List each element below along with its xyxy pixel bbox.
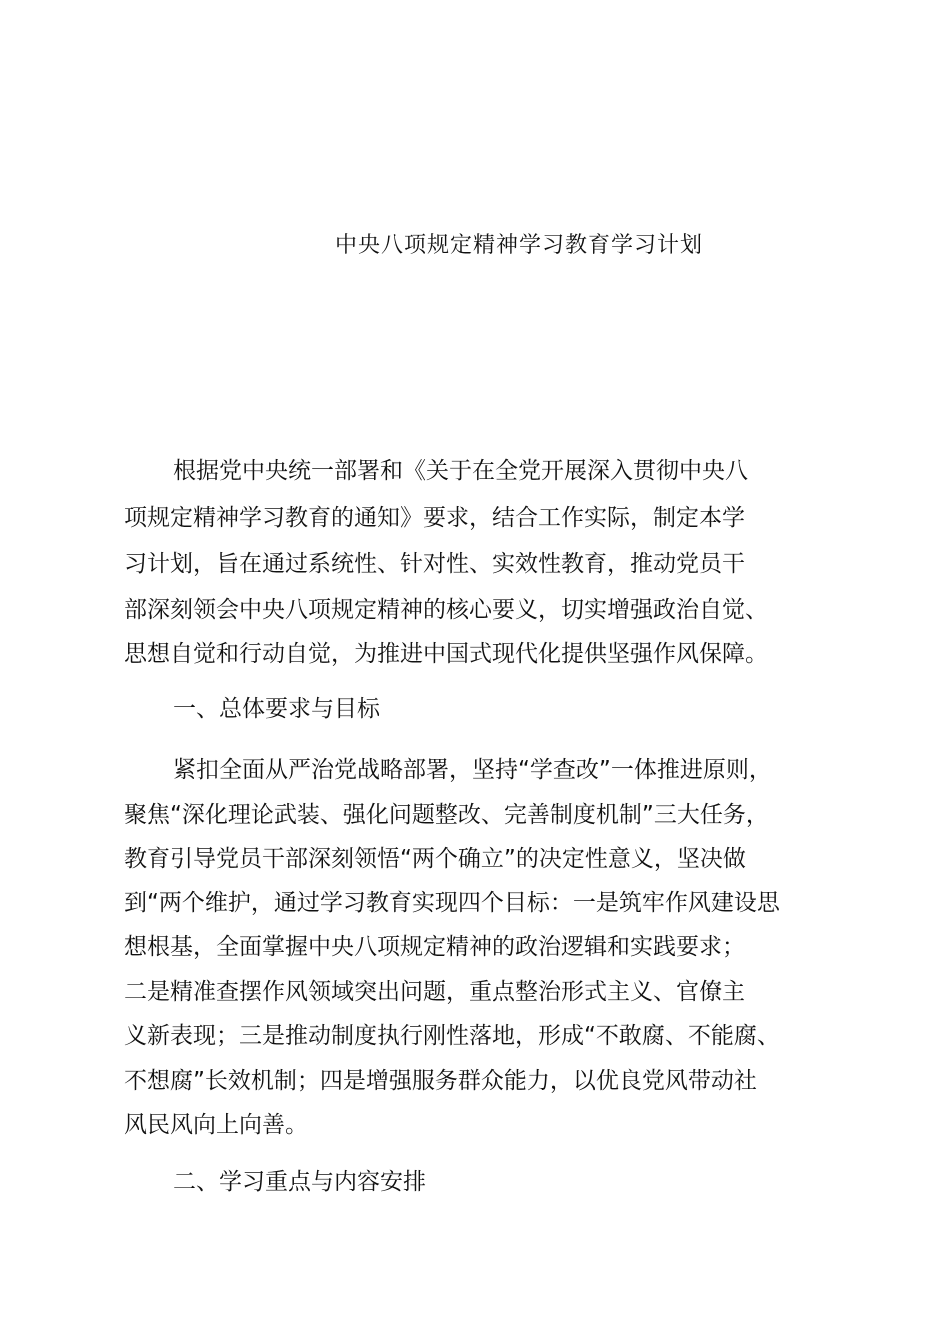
section1-line: 聚焦“深化理论武装、强化问题整改、完善制度机制”三大任务，	[124, 802, 769, 828]
intro-line: 思想自觉和行动自觉，为推进中国式现代化提供坚强作风保障。	[124, 641, 768, 667]
intro-line: 项规定精神学习教育的通知》要求，结合工作实际，制定本学	[124, 505, 745, 531]
section-heading-2: 二、学习重点与内容安排	[173, 1169, 426, 1195]
intro-line: 根据党中央统一部署和《关于在全党开展深入贯彻中央八	[173, 458, 748, 484]
section1-line: 义新表现；三是推动制度执行刚性落地，形成“不敢腐、不能腐、	[124, 1023, 780, 1049]
section1-line: 到“两个维护，通过学习教育实现四个目标：一是筑牢作风建设思	[124, 890, 780, 916]
section1-line: 不想腐”长效机制；四是增强服务群众能力，以优良党风带动社	[124, 1068, 757, 1094]
intro-line: 习计划，旨在通过系统性、针对性、实效性教育，推动党员干	[124, 551, 745, 577]
section1-line: 教育引导党员干部深刻领悟“两个确立”的决定性意义，坚决做	[124, 846, 746, 872]
intro-line: 部深刻领会中央八项规定精神的核心要义，切实增强政治自觉、	[124, 597, 768, 623]
section1-line: 想根基，全面掌握中央八项规定精神的政治逻辑和实践要求；	[124, 934, 745, 960]
section1-line: 紧扣全面从严治党战略部署，坚持“学查改”一体推进原则，	[173, 757, 772, 783]
section1-line: 二是精准查摆作风领域突出问题，重点整治形式主义、官僚主	[124, 979, 745, 1005]
section-heading-1: 一、总体要求与目标	[173, 696, 380, 722]
document-title: 中央八项规定精神学习教育学习计划	[334, 233, 703, 258]
section1-line: 风民风向上向善。	[124, 1112, 308, 1138]
